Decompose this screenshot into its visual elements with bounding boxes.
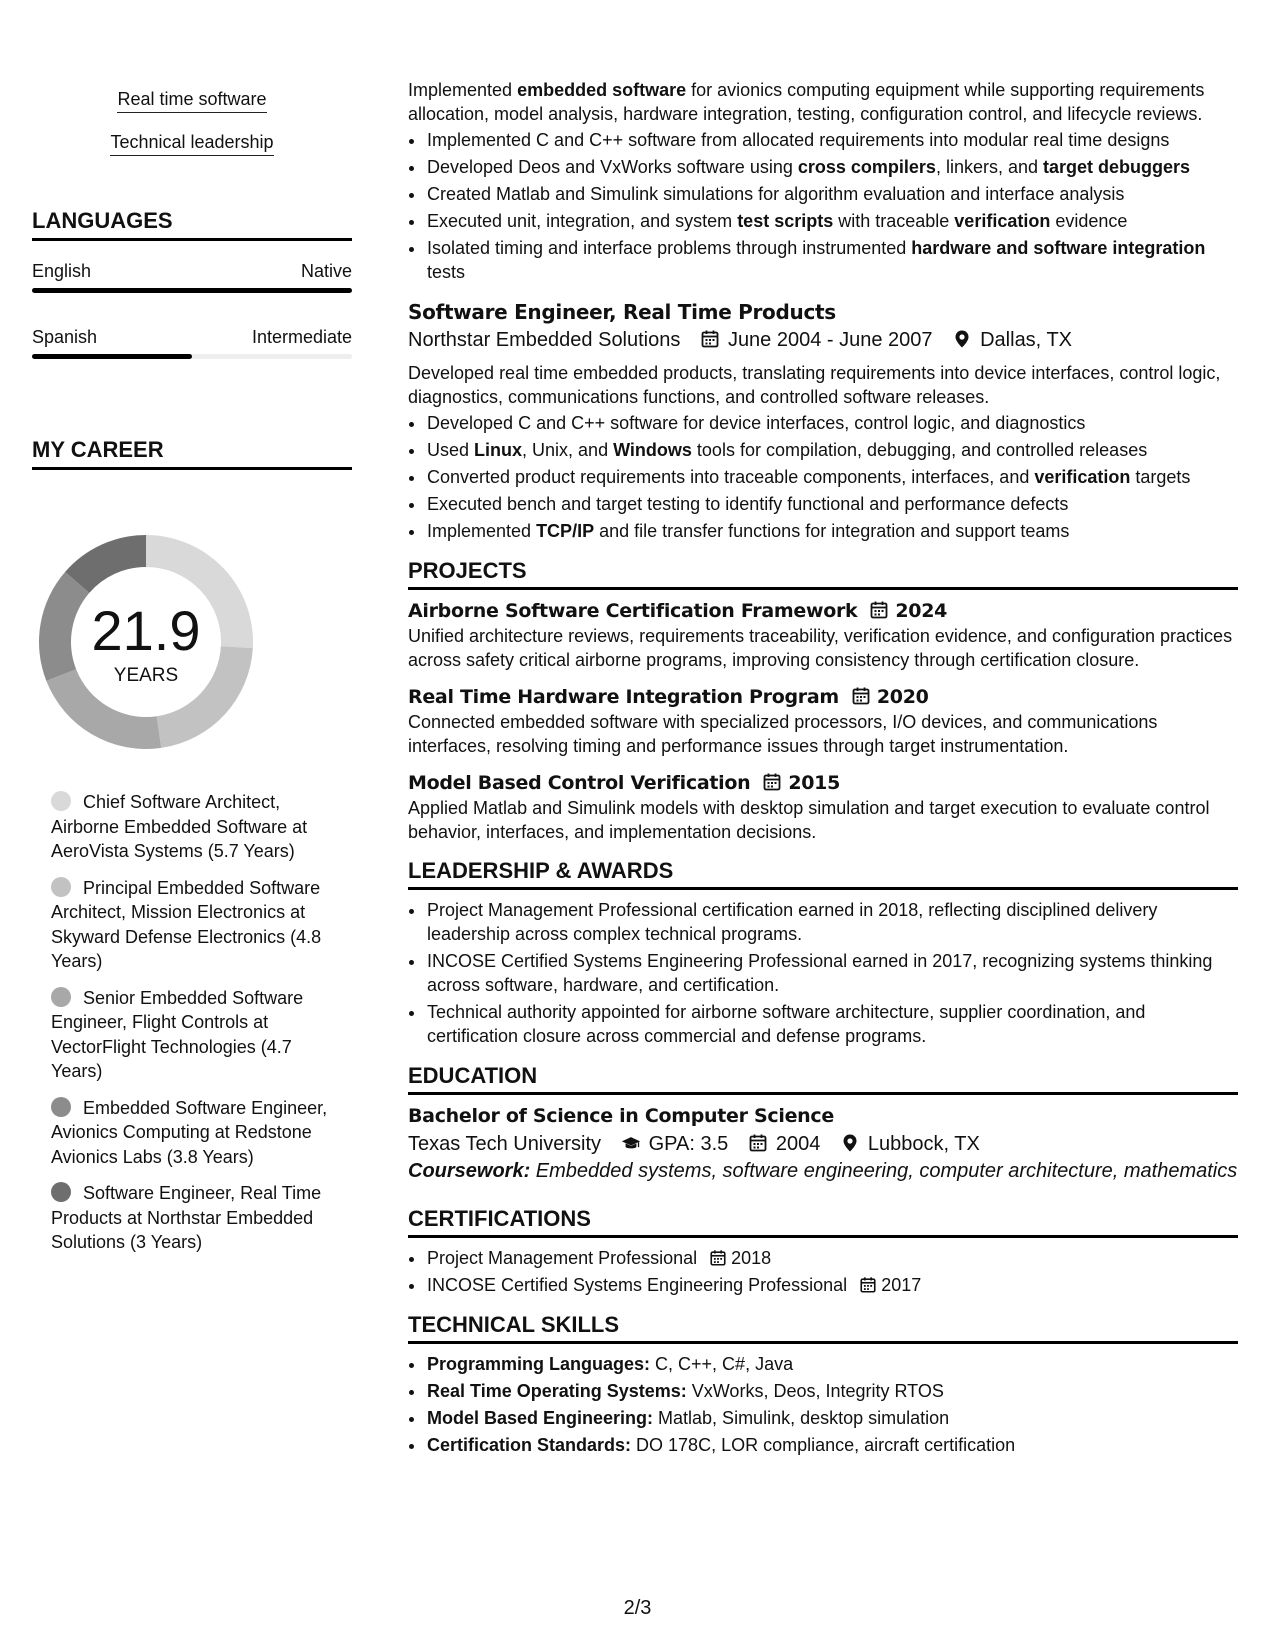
bold-text: target debuggers xyxy=(1043,157,1191,177)
skill-tag xyxy=(32,88,352,113)
language-name: English xyxy=(32,261,92,281)
bold-text: hardware and software integration xyxy=(911,238,1206,258)
legend-dot xyxy=(51,791,71,811)
text: evidence xyxy=(1050,211,1128,231)
career-legend-item xyxy=(51,986,341,1084)
bullet-item xyxy=(426,182,1238,206)
bullet-item: • Project Management Professional certification earned in 2018, reflecting disciplined delivery leadership across complex technical programs. xyxy=(426,898,1238,946)
language-proficiency-bar xyxy=(32,354,352,359)
certification-year: 2017 xyxy=(881,1275,922,1295)
text: Executed bench and target testing to identify functional and performance defects xyxy=(427,494,1069,514)
language-name: Spanish xyxy=(32,327,98,347)
technical-skills-list xyxy=(408,1352,1238,1457)
school-location: Lubbock, TX xyxy=(867,1133,980,1155)
bold-text: test scripts xyxy=(737,211,834,231)
text: Converted product requirements into traceable components, interfaces, and xyxy=(427,467,1035,487)
legend-label: Software Engineer, Real Time Products at Northstar Embedded Solutions (3 Years) xyxy=(51,1183,322,1252)
text: Implemented xyxy=(408,80,518,100)
job-dates: June 2004 - June 2007 xyxy=(727,329,933,351)
skill-item xyxy=(426,1379,1238,1403)
text: for avionics computing equipment while supporting requirements allocation, model analysis, hardware integration, testing, configuration control, and lifecycle reviews. xyxy=(408,80,1205,124)
job-bullets xyxy=(408,411,1238,543)
project-year: 2020 xyxy=(876,686,929,708)
bullet-item: • INCOSE Certified Systems Engineering Professional earned in 2017, recognizing systems thinking across software, hardware, and certification. xyxy=(426,949,1238,997)
leadership-bullets xyxy=(408,898,1238,1048)
text: and file transfer functions for integration and support teams xyxy=(594,521,1070,541)
projects-heading: PROJECTS xyxy=(408,558,1238,590)
certification-name: INCOSE Certified Systems Engineering Professional xyxy=(427,1275,848,1295)
career-heading: MY CAREER xyxy=(32,437,352,470)
skill-item xyxy=(426,1352,1238,1376)
text: Developed C and C++ software for device interfaces, control logic, and diagnostics xyxy=(427,413,1086,433)
bullet-item xyxy=(426,209,1238,233)
career-legend xyxy=(51,790,341,1267)
text: with traceable xyxy=(833,211,955,231)
project-name: Real Time Hardware Integration Program xyxy=(408,686,839,708)
language-proficiency-bar xyxy=(32,288,352,293)
certification-year: 2018 xyxy=(731,1248,772,1268)
text: Executed unit, integration, and system xyxy=(427,211,738,231)
legend-label: Senior Embedded Software Engineer, Flight Controls at VectorFlight Technologies (4.7 Years) xyxy=(51,987,304,1081)
project-description: Connected embedded software with specialized processors, I/O devices, and communications interfaces, resolving timing and performance issues through target instrumentation. xyxy=(408,712,1158,756)
calendar-icon xyxy=(700,329,720,349)
legend-dot xyxy=(51,877,71,897)
languages-heading: LANGUAGES xyxy=(32,208,352,241)
right-column xyxy=(408,78,1238,1460)
bold-text: TCP/IP xyxy=(536,521,595,541)
text: Implemented C and C++ software from allocated requirements into modular real time designs xyxy=(427,130,1170,150)
legend-dot xyxy=(51,1182,71,1202)
certification-item xyxy=(426,1246,1238,1270)
gpa: GPA: 3.5 xyxy=(648,1133,729,1155)
job-title: Software Engineer, Real Time Products xyxy=(408,300,836,324)
text: tools for compilation, debugging, and controlled releases xyxy=(691,440,1148,460)
career-legend-item xyxy=(51,790,341,864)
skill-category: Real Time Operating Systems: xyxy=(427,1381,687,1401)
coursework-label: Coursework: xyxy=(408,1160,531,1182)
project-year: 2024 xyxy=(895,600,948,622)
career-legend-item xyxy=(51,1181,341,1255)
skill-category: Certification Standards: xyxy=(427,1435,632,1455)
text: targets xyxy=(1130,467,1191,487)
legend-dot xyxy=(51,987,71,1007)
degree-title: Bachelor of Science in Computer Science xyxy=(408,1105,834,1127)
graduation-year: 2004 xyxy=(775,1133,821,1155)
education-heading: EDUCATION xyxy=(408,1063,1238,1095)
page-number: 2/3 xyxy=(623,1597,652,1619)
skill-tag-label: Technical leadership xyxy=(110,131,273,156)
location-pin-icon xyxy=(952,329,972,349)
text: , linkers, and xyxy=(935,157,1043,177)
bold-text: Linux xyxy=(474,440,523,460)
skill-values: VxWorks, Deos, Integrity RTOS xyxy=(686,1381,944,1401)
skill-tag xyxy=(32,131,352,156)
bullet-item xyxy=(426,411,1238,435)
skill-category: Model Based Engineering: xyxy=(427,1408,654,1428)
coursework-list: Embedded systems, software engineering, computer architecture, mathematics xyxy=(530,1160,1238,1182)
text: tests xyxy=(427,262,466,282)
legend-label: Chief Software Architect, Airborne Embedded Software at AeroVista Systems (5.7 Years) xyxy=(51,792,308,861)
project-title xyxy=(408,770,1238,796)
calendar-icon xyxy=(851,686,871,706)
school-name: Texas Tech University xyxy=(408,1133,602,1155)
skill-tag-label: Real time software xyxy=(117,88,266,113)
education-meta xyxy=(408,1129,1238,1159)
project-title xyxy=(408,598,1238,624)
project-name: Airborne Software Certification Framework xyxy=(408,600,858,622)
text: Implemented xyxy=(427,521,537,541)
calendar-icon xyxy=(748,1133,768,1153)
career-legend-item xyxy=(51,876,341,974)
career-total-years: 21.9 xyxy=(91,599,201,662)
job-meta xyxy=(408,325,1238,355)
bullet-item xyxy=(426,465,1238,489)
bold-text: embedded software xyxy=(517,80,687,100)
bullet-item: • Technical authority appointed for airborne software architecture, supplier coordination, and certification closure across commercial and defense programs. xyxy=(426,1000,1238,1048)
text: Isolated timing and interface problems through instrumented xyxy=(427,238,912,258)
legend-dot xyxy=(51,1097,71,1117)
career-legend-item xyxy=(51,1096,341,1170)
text: Used xyxy=(427,440,475,460)
calendar-icon xyxy=(859,1276,877,1294)
leadership-heading: LEADERSHIP & AWARDS xyxy=(408,858,1238,890)
legend-label: Embedded Software Engineer, Avionics Computing at Redstone Avionics Labs (3.8 Years) xyxy=(51,1097,328,1167)
graduation-cap-icon xyxy=(621,1133,641,1153)
text: , Unix, and xyxy=(522,440,614,460)
calendar-icon xyxy=(869,600,889,620)
skill-values: Matlab, Simulink, desktop simulation xyxy=(653,1408,950,1428)
text: Created Matlab and Simulink simulations for algorithm evaluation and interface analysis xyxy=(427,184,1125,204)
text: Developed Deos and VxWorks software using xyxy=(427,157,798,177)
bold-text: Windows xyxy=(613,440,692,460)
coursework xyxy=(408,1159,1238,1184)
job-location: Dallas, TX xyxy=(980,329,1072,351)
language-proficiency-fill xyxy=(32,354,192,359)
company-name: Northstar Embedded Solutions xyxy=(408,329,681,351)
bullet-item xyxy=(426,155,1238,179)
legend-label: Principal Embedded Software Architect, Mission Electronics at Skyward Defense Electronics (4.8 Years) xyxy=(51,877,322,971)
project-year: 2015 xyxy=(788,772,841,794)
bullet-item xyxy=(426,492,1238,516)
technical-skills-heading: TECHNICAL SKILLS xyxy=(408,1312,1238,1344)
bold-text: verification xyxy=(1034,467,1131,487)
certifications-list xyxy=(408,1246,1238,1297)
project-description: Unified architecture reviews, requirements traceability, verification evidence, and configuration practices across safety critical airborne programs, improving consistency through certification closure. xyxy=(408,626,1233,670)
project-name: Model Based Control Verification xyxy=(408,772,751,794)
language-level: Native xyxy=(300,261,352,281)
calendar-icon xyxy=(762,772,782,792)
calendar-icon xyxy=(709,1249,727,1267)
skill-item xyxy=(426,1406,1238,1430)
project-title xyxy=(408,684,1238,710)
bullet-item xyxy=(426,438,1238,462)
job-summary: Developed real time embedded products, translating requirements into device interfaces, control logic, diagnostics, communications functions, and controlled software releases. xyxy=(408,363,1221,407)
language-level: Intermediate xyxy=(251,327,352,347)
skill-values: C, C++, C#, Java xyxy=(650,1354,794,1374)
bold-text: verification xyxy=(954,211,1051,231)
certification-name: Project Management Professional xyxy=(427,1248,698,1268)
bold-text: cross compilers xyxy=(797,157,936,177)
prev-job-bullets xyxy=(408,128,1238,284)
certification-item xyxy=(426,1273,1238,1297)
skill-category: Programming Languages: xyxy=(427,1354,651,1374)
prev-job-summary xyxy=(408,78,1238,126)
bullet-item xyxy=(426,236,1238,284)
skill-values: DO 178C, LOR compliance, aircraft certification xyxy=(631,1435,1016,1455)
location-pin-icon xyxy=(840,1133,860,1153)
bullet-item xyxy=(426,128,1238,152)
bullet-item xyxy=(426,519,1238,543)
career-total-unit: YEARS xyxy=(113,665,179,686)
skill-item xyxy=(426,1433,1238,1457)
certifications-heading: CERTIFICATIONS xyxy=(408,1206,1238,1238)
language-proficiency-fill xyxy=(32,288,352,293)
project-description: Applied Matlab and Simulink models with desktop simulation and target execution to evaluate control behavior, interfaces, and implementation decisions. xyxy=(408,798,1210,842)
